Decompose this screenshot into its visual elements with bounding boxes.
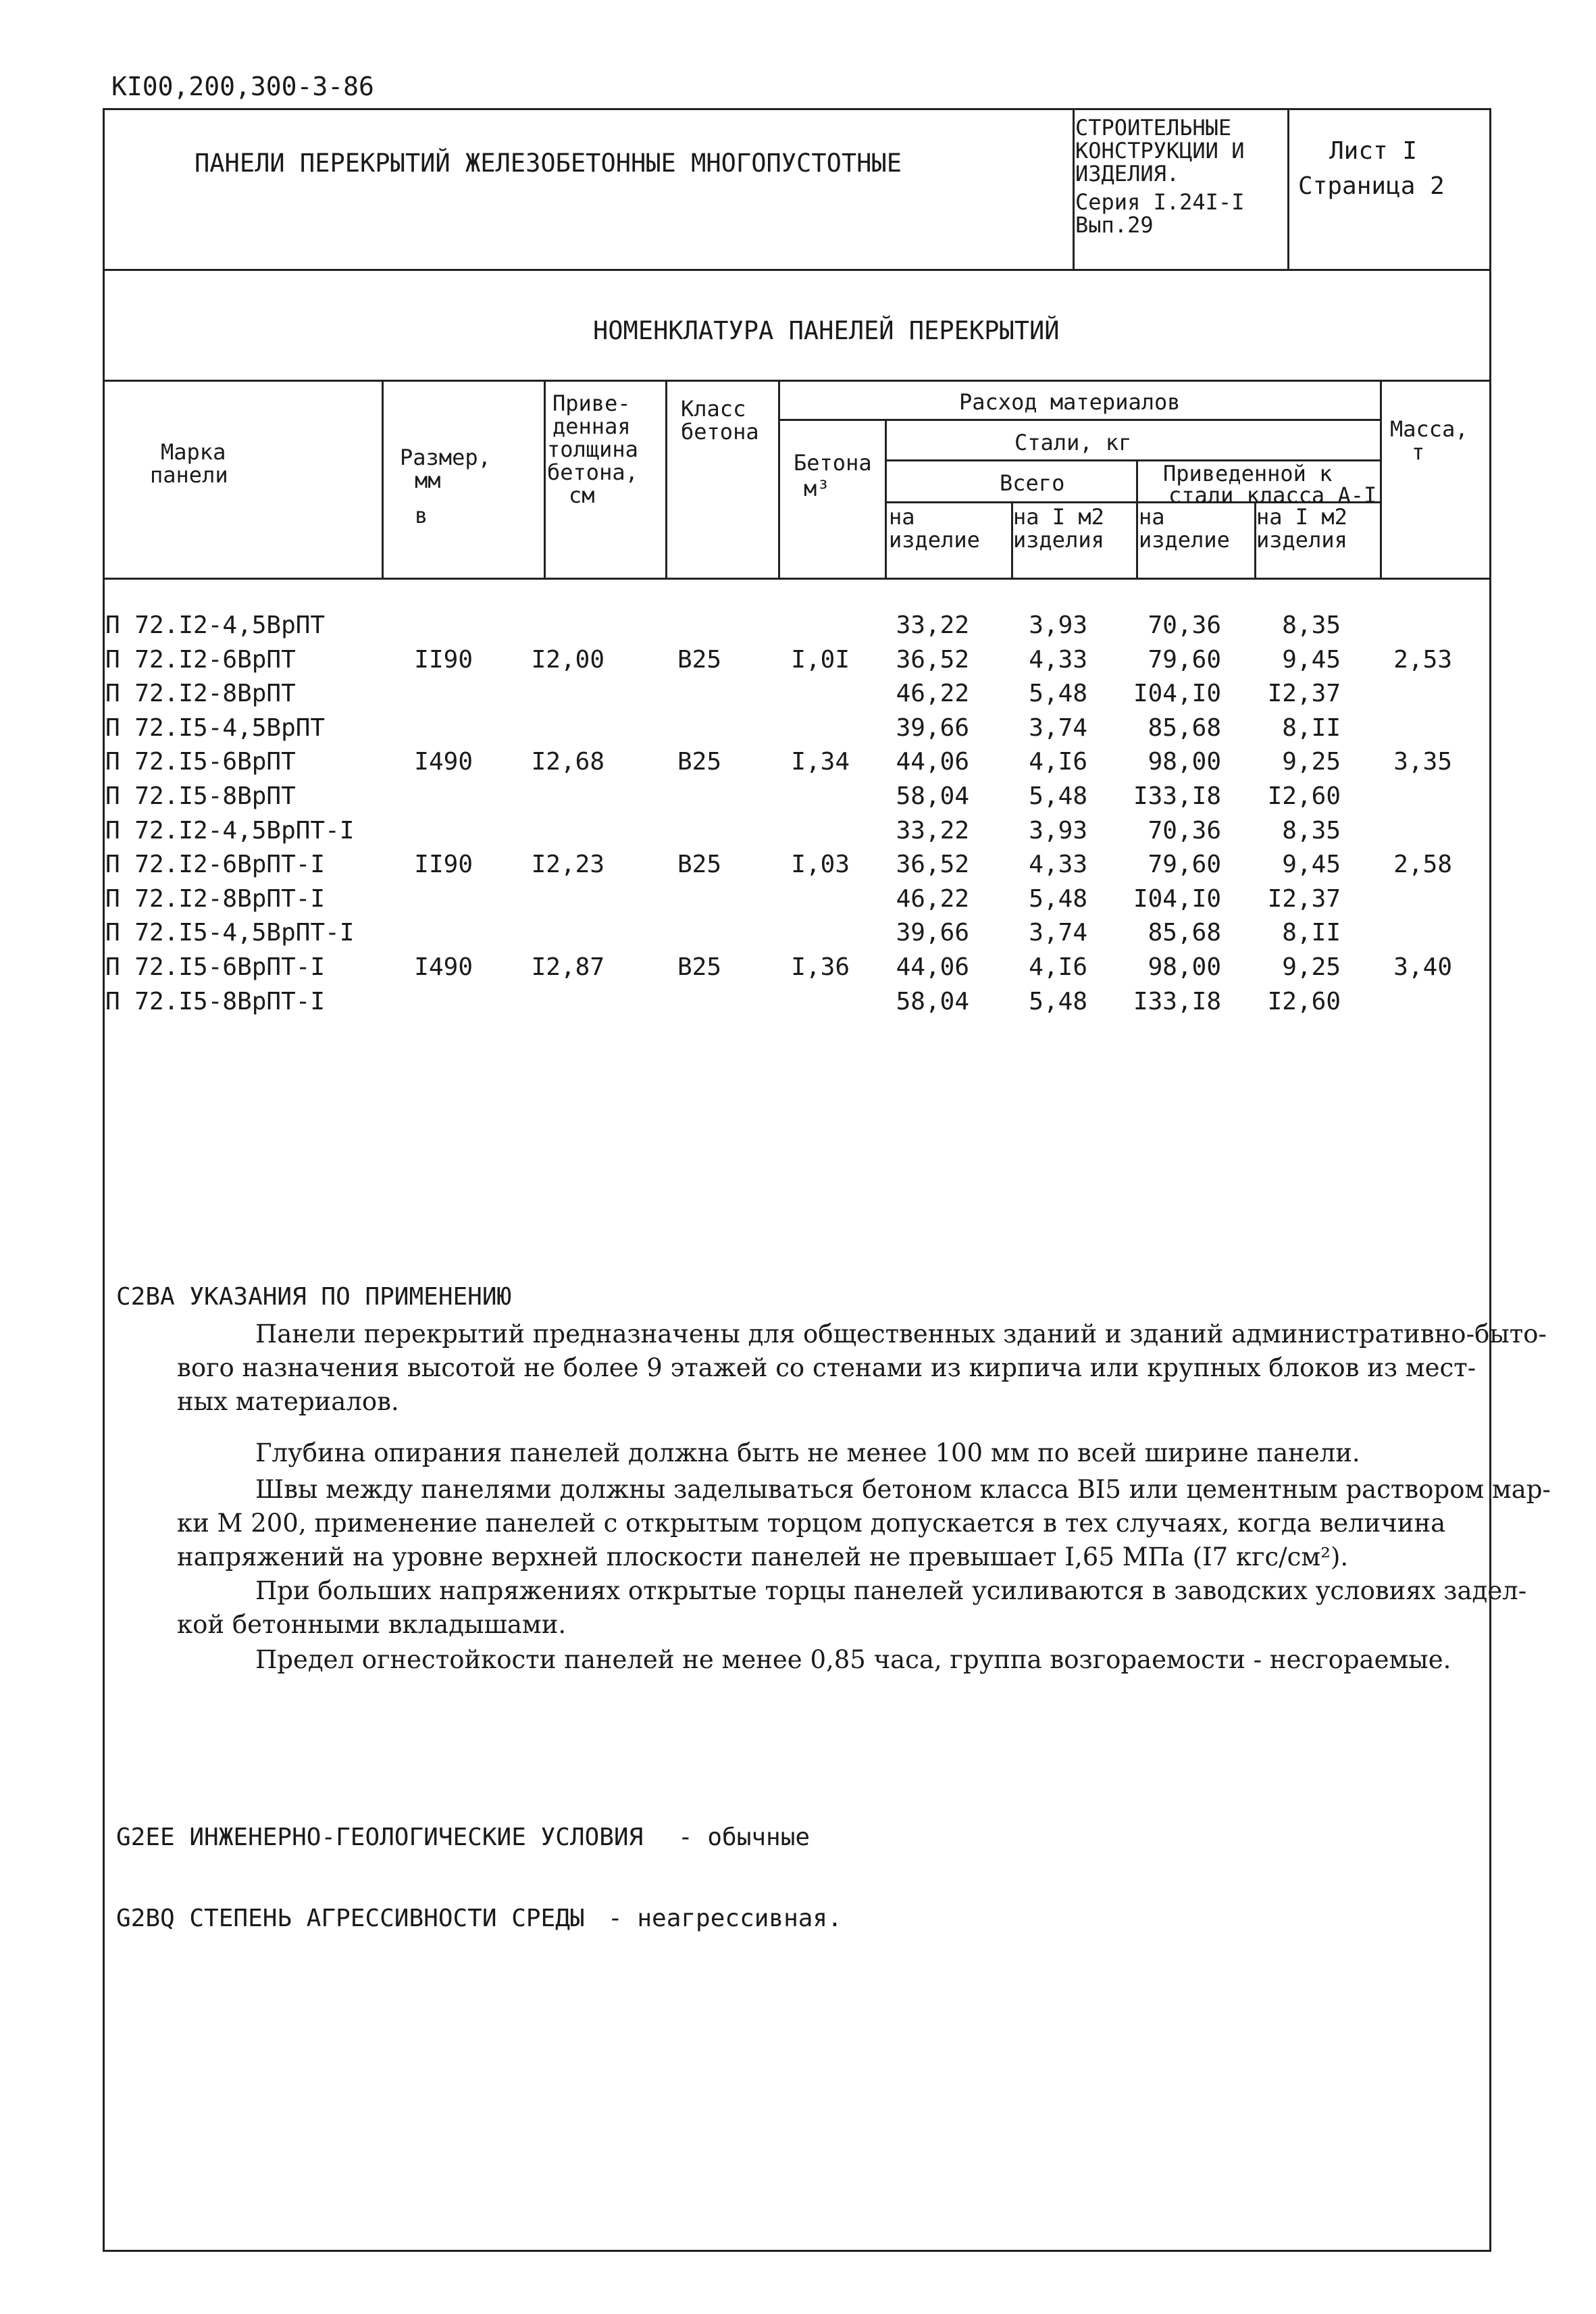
instruction-line: При больших напряжениях открытые торцы панелей усиливаются в заводских условиях задел-	[255, 1576, 1527, 1605]
header-class: Класс	[681, 396, 746, 422]
instructions-heading: С2ВА УКАЗАНИЯ ПО ПРИМЕНЕНИЮ	[116, 1283, 512, 1311]
header-size: в	[415, 503, 428, 528]
panel-mark: П 72.I5-8ВрПТ-I	[105, 987, 326, 1015]
header-size: Размер,	[400, 445, 491, 470]
steel-reduced-per-m2: 8,35	[1282, 816, 1341, 845]
panel-mark: П 72.I5-6ВрПТ-I	[105, 953, 326, 981]
panel-size: II90	[414, 851, 473, 879]
header-total: Всего	[1000, 470, 1065, 496]
steel-reduced-per-item: 98,00	[1148, 748, 1221, 776]
panel-mass: 2,58	[1393, 851, 1452, 879]
steel-total-per-item: 39,66	[896, 713, 969, 742]
instruction-line: Панели перекрытий предназначены для общественных зданий и зданий административно-быто-	[255, 1319, 1547, 1349]
steel-total-per-m2: 5,48	[1029, 782, 1087, 810]
steel-reduced-per-item: 79,60	[1148, 851, 1221, 879]
header-per-m2: на I м2	[1013, 504, 1104, 530]
steel-reduced-per-m2: 9,25	[1282, 748, 1341, 776]
header-thickness: денная	[552, 413, 631, 439]
header-per-m2: изделия	[1256, 527, 1347, 553]
header-per-item: изделие	[1139, 527, 1230, 553]
steel-reduced-per-item: 70,36	[1148, 816, 1221, 845]
series-line: СТРОИТЕЛЬНЫЕ	[1075, 115, 1232, 141]
panel-size: I490	[414, 748, 473, 776]
header-per-item: изделие	[889, 527, 980, 553]
concrete-class: В25	[677, 645, 721, 674]
panel-mass: 2,53	[1393, 645, 1452, 674]
panel-mark: П 72.I2-6ВрПТ	[105, 645, 296, 674]
concrete-volume: I,0I	[791, 645, 850, 674]
concrete-class: В25	[677, 851, 721, 879]
panel-mark: П 72.I2-8ВрПТ	[105, 680, 296, 708]
steel-total-per-item: 33,22	[896, 611, 969, 639]
instruction-line: вого назначения высотой не более 9 этажей со стенами из кирпича или крупных блоков из мест-	[177, 1353, 1476, 1382]
series-line: ИЗДЕЛИЯ.	[1075, 161, 1180, 186]
panel-size: I490	[414, 953, 473, 981]
panel-thickness: I2,00	[531, 645, 604, 674]
header-concrete: Бетона	[794, 450, 872, 476]
header-mark: панели	[150, 462, 228, 488]
steel-total-per-item: 44,06	[896, 953, 969, 981]
geology-label: G2EE ИНЖЕНЕРНО-ГЕОЛОГИЧЕСКИЕ УСЛОВИЯ	[116, 1823, 644, 1851]
header-size: мм	[415, 468, 441, 493]
concrete-volume: I,36	[791, 953, 850, 981]
steel-reduced-per-item: 98,00	[1148, 953, 1221, 981]
steel-reduced-per-item: 85,68	[1148, 919, 1221, 947]
steel-total-per-item: 36,52	[896, 851, 969, 879]
steel-total-per-item: 44,06	[896, 748, 969, 776]
concrete-class: В25	[677, 953, 721, 981]
steel-reduced-per-item: 85,68	[1148, 713, 1221, 742]
document-title: ПАНЕЛИ ПЕРЕКРЫТИЙ ЖЕЛЕЗОБЕТОННЫЕ МНОГОПУСТОТНЫЕ	[195, 149, 902, 178]
concrete-volume: I,34	[791, 748, 850, 776]
instruction-line: ных материалов.	[177, 1387, 399, 1416]
steel-total-per-item: 46,22	[896, 884, 969, 913]
page-number: Страница 2	[1298, 172, 1445, 200]
header-thickness: бетона,	[547, 459, 638, 485]
steel-reduced-per-m2: 9,45	[1282, 851, 1341, 879]
steel-reduced-per-m2: I2,37	[1267, 680, 1341, 708]
concrete-volume: I,03	[791, 851, 850, 879]
instruction-line: Швы между панелями должны заделываться бетоном класса BI5 или цементным раствором мар-	[255, 1475, 1551, 1504]
panel-size: II90	[414, 645, 473, 674]
steel-total-per-item: 58,04	[896, 782, 969, 810]
panel-mark: П 72.I5-6ВрПТ	[105, 748, 296, 776]
steel-total-per-m2: 5,48	[1029, 987, 1087, 1015]
steel-reduced-per-m2: 9,45	[1282, 645, 1341, 674]
steel-reduced-per-m2: I2,60	[1267, 782, 1341, 810]
series-line: КОНСТРУКЦИИ И	[1075, 138, 1245, 164]
panel-mark: П 72.I2-4,5ВрПТ-I	[105, 816, 355, 845]
instruction-line: напряжений на уровне верхней плоскости панелей не превышает I,65 МПа (I7 кгс/см²).	[177, 1542, 1349, 1571]
panel-thickness: I2,23	[531, 851, 604, 879]
series-line: Серия I.24I-I	[1075, 189, 1245, 215]
steel-reduced-per-item: I04,I0	[1133, 680, 1221, 708]
steel-reduced-per-item: 79,60	[1148, 645, 1221, 674]
header-per-item: на	[889, 504, 915, 530]
header-thickness: толщина	[547, 436, 638, 462]
instruction-line: Глубина опирания панелей должна быть не менее 100 мм по всей ширине панели.	[255, 1438, 1360, 1467]
steel-total-per-item: 33,22	[896, 816, 969, 845]
panel-mark: П 72.I5-4,5ВрПТ	[105, 713, 326, 742]
header-mass: Масса,	[1390, 416, 1468, 442]
geology-value: - обычные	[678, 1823, 810, 1851]
steel-total-per-m2: 5,48	[1029, 884, 1087, 913]
steel-reduced-per-m2: I2,37	[1267, 884, 1341, 913]
sheet-number: Лист I	[1329, 137, 1418, 165]
steel-reduced-per-m2: 8,II	[1282, 713, 1341, 742]
steel-total-per-item: 39,66	[896, 919, 969, 947]
panel-mark: П 72.I2-6ВрПТ-I	[105, 851, 326, 879]
panel-mark: П 72.I5-8ВрПТ	[105, 782, 296, 810]
steel-total-per-item: 46,22	[896, 680, 969, 708]
steel-total-per-m2: 4,33	[1029, 645, 1087, 674]
header-per-m2: изделия	[1013, 527, 1104, 553]
steel-reduced-per-m2: I2,60	[1267, 987, 1341, 1015]
aggression-value: - неагрессивная.	[608, 1905, 842, 1932]
steel-total-per-m2: 4,I6	[1029, 748, 1087, 776]
header-thickness: Приве-	[552, 391, 631, 416]
steel-reduced-per-item: I33,I8	[1133, 782, 1221, 810]
header-mass: т	[1412, 439, 1425, 465]
panel-thickness: I2,68	[531, 748, 604, 776]
header-mark: Марка	[161, 439, 226, 465]
steel-total-per-m2: 3,74	[1029, 713, 1087, 742]
steel-reduced-per-m2: 8,35	[1282, 611, 1341, 639]
header-steel: Стали, кг	[1014, 430, 1132, 455]
header-reduced: Приведенной к	[1163, 461, 1333, 486]
steel-total-per-m2: 4,I6	[1029, 953, 1087, 981]
steel-total-per-item: 36,52	[896, 645, 969, 674]
steel-total-per-m2: 3,93	[1029, 816, 1087, 845]
steel-total-per-item: 58,04	[896, 987, 969, 1015]
series-line: Вып.29	[1075, 212, 1154, 238]
instruction-line: Предел огнестойкости панелей не менее 0,85 часа, группа возгораемости - несгораемые.	[255, 1645, 1451, 1674]
steel-total-per-m2: 3,93	[1029, 611, 1087, 639]
steel-total-per-m2: 4,33	[1029, 851, 1087, 879]
panel-thickness: I2,87	[531, 953, 604, 981]
panel-mass: 3,40	[1393, 953, 1452, 981]
header-per-item: на	[1139, 504, 1165, 530]
concrete-class: В25	[677, 748, 721, 776]
document-code: KI00,200,300-3-86	[111, 72, 374, 101]
header-class: бетона	[681, 419, 759, 445]
header-concrete: м³	[804, 476, 830, 501]
panel-mark: П 72.I5-4,5ВрПТ-I	[105, 919, 355, 947]
header-thickness: см	[569, 482, 595, 508]
steel-reduced-per-m2: 9,25	[1282, 953, 1341, 981]
steel-reduced-per-item: 70,36	[1148, 611, 1221, 639]
steel-reduced-per-item: I04,I0	[1133, 884, 1221, 913]
section-title: НОМЕНКЛАТУРА ПАНЕЛЕЙ ПЕРЕКРЫТИЙ	[593, 316, 1060, 345]
header-per-m2: на I м2	[1256, 504, 1347, 530]
panel-mass: 3,35	[1393, 748, 1452, 776]
steel-total-per-m2: 3,74	[1029, 919, 1087, 947]
steel-reduced-per-item: I33,I8	[1133, 987, 1221, 1015]
header-consumption: Расход материалов	[959, 389, 1181, 415]
aggression-label: G2BQ СТЕПЕНЬ АГРЕССИВНОСТИ СРЕДЫ	[116, 1905, 585, 1932]
panel-mark: П 72.I2-8ВрПТ-I	[105, 884, 326, 913]
panel-mark: П 72.I2-4,5ВрПТ	[105, 611, 326, 639]
instruction-line: ки М 200, применение панелей с открытым торцом допускается в тех случаях, когда величина	[177, 1509, 1446, 1538]
steel-total-per-m2: 5,48	[1029, 680, 1087, 708]
instruction-line: кой бетонными вкладышами.	[177, 1610, 567, 1639]
header-reduced: стали класса А-I	[1168, 482, 1377, 508]
steel-reduced-per-m2: 8,II	[1282, 919, 1341, 947]
